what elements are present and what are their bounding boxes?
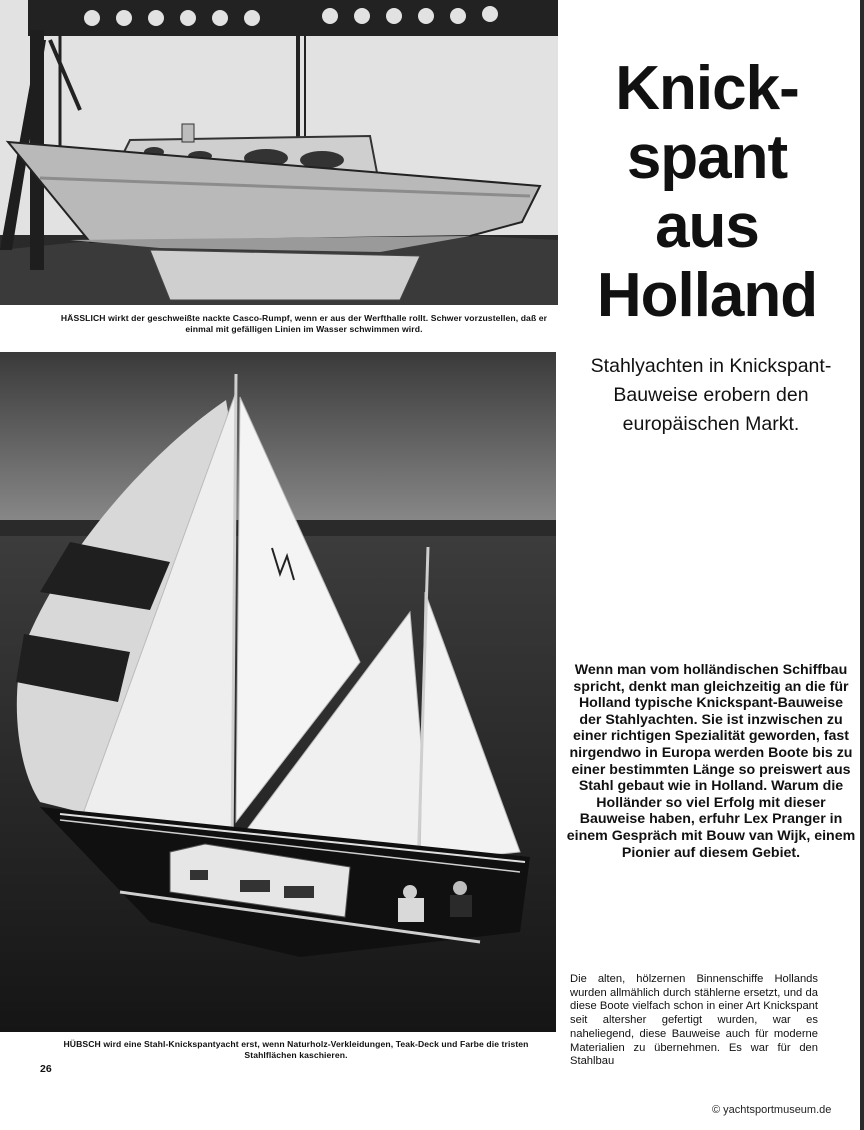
photo-sailing-yacht	[0, 352, 556, 1032]
page-number: 26	[40, 1063, 52, 1075]
photo-caption-hull	[48, 313, 560, 335]
article-body: Die alten, hölzernen Binnenschiffe Hollands wurden allmählich durch stählerne ersetzt, und da diese Boote vielfach schon in einer Art Knickspant seit altersher gefertigt wurden, war es naheliegend, diese Bauweise auch für moderne Materialien zu übernehmen. Es war für den Stahlbau	[570, 973, 818, 1068]
caption-text: wird eine Stahl-Knickspantyacht erst, wenn Naturholz-Verkleidungen, Teak-Deck und Farbe die tristen Stahlflächen kaschieren.	[103, 1039, 529, 1060]
page-edge	[860, 0, 864, 1130]
article-subtitle: Stahlyachten in Knickspant-Bauweise erobern den europäischen Markt.	[590, 355, 832, 435]
photo-caption-yacht	[40, 1039, 552, 1061]
caption-lead-word: HÜBSCH	[63, 1039, 101, 1049]
photo-hull-crane	[0, 0, 558, 305]
hull-crane-illustration	[0, 0, 558, 305]
watermark: © yachtsportmuseum.de	[712, 1104, 832, 1116]
caption-lead-word: HÄSSLICH	[60, 313, 106, 323]
article-intro: Wenn man vom holländischen Schiffbau spricht, denkt man gleichzeitig an die für Holland typische Knickspant-Bauweise der Stahlyachten. Sie ist inzwischen zu einer richtigen Spezialität geworden, fast nirgendwo in Europa werden Boote bis zu einer bestimmten Länge so preiswert aus Stahl gebaut wie in Holland. Warum die Holländer so viel Erfolg mit dieser Bauweise haben, erfuhr Lex Pranger in einem Gespräch mit Bouw van Wijk, einem Pionier auf diesem Gebiet.	[566, 662, 856, 861]
sailing-yacht-illustration	[0, 352, 556, 1032]
article-headline: Knick-spant aus Holland	[596, 54, 818, 330]
caption-text: wirkt der geschweißte nackte Casco-Rumpf, wenn er aus der Werfthalle rollt. Schwer vorzustellen, daß er einmal mit gefälligen Linien im Wasser schwimmen wird.	[108, 313, 548, 334]
